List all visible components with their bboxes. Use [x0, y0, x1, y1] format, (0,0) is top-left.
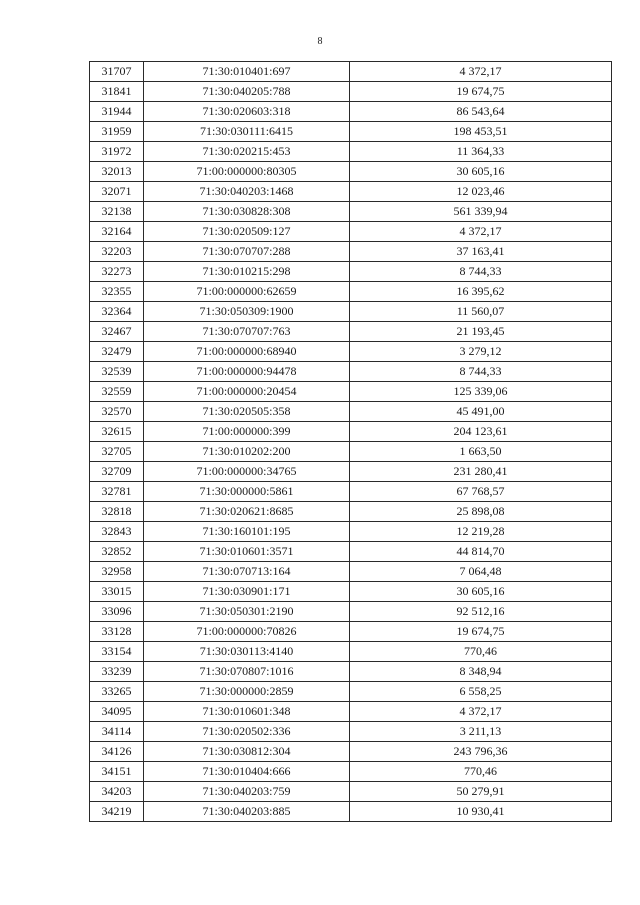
cadastral-number-cell: 71:00:000000:94478 [144, 362, 350, 382]
table-row [90, 682, 612, 702]
record-number-cell: 33096 [90, 602, 144, 622]
table-row [90, 542, 612, 562]
amount-cell: 8 348,94 [350, 662, 612, 682]
amount-cell: 16 395,62 [350, 282, 612, 302]
cadastral-number-cell: 71:30:160101:195 [144, 522, 350, 542]
table-row [90, 662, 612, 682]
record-number-cell: 33128 [90, 622, 144, 642]
cadastral-number-cell: 71:30:070807:1016 [144, 662, 350, 682]
amount-cell: 11 560,07 [350, 302, 612, 322]
amount-cell: 204 123,61 [350, 422, 612, 442]
cadastral-number-cell: 71:30:050301:2190 [144, 602, 350, 622]
record-number-cell: 32539 [90, 362, 144, 382]
amount-cell: 7 064,48 [350, 562, 612, 582]
table-row [90, 642, 612, 662]
table-row [90, 102, 612, 122]
cadastral-number-cell: 71:30:020621:8685 [144, 502, 350, 522]
amount-cell: 30 605,16 [350, 582, 612, 602]
record-number-cell: 34126 [90, 742, 144, 762]
table-row [90, 262, 612, 282]
table-row [90, 502, 612, 522]
record-number-cell: 32138 [90, 202, 144, 222]
table-row [90, 802, 612, 822]
cadastral-number-cell: 71:00:000000:62659 [144, 282, 350, 302]
amount-cell: 19 674,75 [350, 622, 612, 642]
record-number-cell: 34114 [90, 722, 144, 742]
cadastral-number-cell: 71:30:020215:453 [144, 142, 350, 162]
cadastral-number-cell: 71:30:020509:127 [144, 222, 350, 242]
record-number-cell: 31972 [90, 142, 144, 162]
record-number-cell: 32273 [90, 262, 144, 282]
table-row [90, 62, 612, 82]
amount-cell: 4 372,17 [350, 222, 612, 242]
cadastral-number-cell: 71:00:000000:399 [144, 422, 350, 442]
amount-cell: 1 663,50 [350, 442, 612, 462]
page-number: 8 [317, 36, 323, 47]
cadastral-number-cell: 71:30:010215:298 [144, 262, 350, 282]
table-row [90, 362, 612, 382]
cadastral-number-cell: 71:30:070707:763 [144, 322, 350, 342]
amount-cell: 125 339,06 [350, 382, 612, 402]
cadastral-number-cell: 71:30:070707:288 [144, 242, 350, 262]
record-number-cell: 32615 [90, 422, 144, 442]
record-number-cell: 32958 [90, 562, 144, 582]
cadastral-number-cell: 71:30:040205:788 [144, 82, 350, 102]
record-number-cell: 32818 [90, 502, 144, 522]
table-row [90, 622, 612, 642]
amount-cell: 10 930,41 [350, 802, 612, 822]
amount-cell: 561 339,94 [350, 202, 612, 222]
record-number-cell: 32364 [90, 302, 144, 322]
table-row [90, 202, 612, 222]
cadastral-number-cell: 71:00:000000:20454 [144, 382, 350, 402]
record-number-cell: 32071 [90, 182, 144, 202]
table-row [90, 282, 612, 302]
record-number-cell: 31707 [90, 62, 144, 82]
amount-cell: 30 605,16 [350, 162, 612, 182]
cadastral-number-cell: 71:30:010601:3571 [144, 542, 350, 562]
amount-cell: 21 193,45 [350, 322, 612, 342]
table-row [90, 722, 612, 742]
record-number-cell: 31944 [90, 102, 144, 122]
amount-cell: 198 453,51 [350, 122, 612, 142]
record-number-cell: 32570 [90, 402, 144, 422]
cadastral-number-cell: 71:00:000000:34765 [144, 462, 350, 482]
record-number-cell: 33015 [90, 582, 144, 602]
cadastral-number-cell: 71:30:010202:200 [144, 442, 350, 462]
record-number-cell: 31841 [90, 82, 144, 102]
record-number-cell: 34219 [90, 802, 144, 822]
amount-cell: 86 543,64 [350, 102, 612, 122]
record-number-cell: 32164 [90, 222, 144, 242]
amount-cell: 44 814,70 [350, 542, 612, 562]
record-number-cell: 32709 [90, 462, 144, 482]
amount-cell: 8 744,33 [350, 262, 612, 282]
record-number-cell: 33239 [90, 662, 144, 682]
cadastral-number-cell: 71:30:050309:1900 [144, 302, 350, 322]
record-number-cell: 32705 [90, 442, 144, 462]
table-row [90, 402, 612, 422]
record-number-cell: 32203 [90, 242, 144, 262]
cadastral-number-cell: 71:30:030901:171 [144, 582, 350, 602]
record-number-cell: 34151 [90, 762, 144, 782]
cadastral-number-cell: 71:30:040203:1468 [144, 182, 350, 202]
amount-cell: 3 211,13 [350, 722, 612, 742]
cadastral-number-cell: 71:30:010404:666 [144, 762, 350, 782]
amount-cell: 6 558,25 [350, 682, 612, 702]
amount-cell: 25 898,08 [350, 502, 612, 522]
table-row [90, 122, 612, 142]
cadastral-number-cell: 71:30:040203:885 [144, 802, 350, 822]
table-row [90, 162, 612, 182]
record-number-cell: 34203 [90, 782, 144, 802]
table-row [90, 182, 612, 202]
table-row [90, 442, 612, 462]
record-number-cell: 32479 [90, 342, 144, 362]
record-number-cell: 32467 [90, 322, 144, 342]
table-row [90, 562, 612, 582]
amount-cell: 12 023,46 [350, 182, 612, 202]
table-row [90, 422, 612, 442]
cadastral-number-cell: 71:00:000000:68940 [144, 342, 350, 362]
cadastral-number-cell: 71:30:030812:304 [144, 742, 350, 762]
record-number-cell: 34095 [90, 702, 144, 722]
amount-cell: 12 219,28 [350, 522, 612, 542]
cadastral-number-cell: 71:30:020502:336 [144, 722, 350, 742]
record-number-cell: 32355 [90, 282, 144, 302]
table-row [90, 322, 612, 342]
amount-cell: 37 163,41 [350, 242, 612, 262]
cadastral-number-cell: 71:30:010401:697 [144, 62, 350, 82]
table-row [90, 582, 612, 602]
amount-cell: 11 364,33 [350, 142, 612, 162]
record-number-cell: 31959 [90, 122, 144, 142]
record-number-cell: 32559 [90, 382, 144, 402]
record-number-cell: 32852 [90, 542, 144, 562]
table-row [90, 142, 612, 162]
table-row [90, 522, 612, 542]
amount-cell: 67 768,57 [350, 482, 612, 502]
table-row [90, 242, 612, 262]
table-row [90, 762, 612, 782]
cadastral-number-cell: 71:30:030113:4140 [144, 642, 350, 662]
table-row [90, 382, 612, 402]
table-row [90, 342, 612, 362]
amount-cell: 770,46 [350, 762, 612, 782]
cadastral-number-cell: 71:30:070713:164 [144, 562, 350, 582]
cadastral-number-cell: 71:30:000000:2859 [144, 682, 350, 702]
cadastral-number-cell: 71:30:040203:759 [144, 782, 350, 802]
table-row [90, 82, 612, 102]
table-row [90, 702, 612, 722]
record-number-cell: 33154 [90, 642, 144, 662]
amount-cell: 3 279,12 [350, 342, 612, 362]
table-row [90, 602, 612, 622]
registry-table-body [90, 62, 612, 822]
cadastral-number-cell: 71:30:020505:358 [144, 402, 350, 422]
record-number-cell: 33265 [90, 682, 144, 702]
amount-cell: 8 744,33 [350, 362, 612, 382]
amount-cell: 19 674,75 [350, 82, 612, 102]
cadastral-number-cell: 71:30:030111:6415 [144, 122, 350, 142]
record-number-cell: 32013 [90, 162, 144, 182]
amount-cell: 770,46 [350, 642, 612, 662]
registry-table [89, 61, 612, 822]
cadastral-number-cell: 71:00:000000:80305 [144, 162, 350, 182]
table-row [90, 462, 612, 482]
cadastral-number-cell: 71:30:020603:318 [144, 102, 350, 122]
table-row [90, 302, 612, 322]
cadastral-number-cell: 71:30:000000:5861 [144, 482, 350, 502]
cadastral-number-cell: 71:00:000000:70826 [144, 622, 350, 642]
amount-cell: 50 279,91 [350, 782, 612, 802]
cadastral-number-cell: 71:30:010601:348 [144, 702, 350, 722]
record-number-cell: 32781 [90, 482, 144, 502]
amount-cell: 243 796,36 [350, 742, 612, 762]
amount-cell: 45 491,00 [350, 402, 612, 422]
table-row [90, 222, 612, 242]
amount-cell: 4 372,17 [350, 62, 612, 82]
amount-cell: 92 512,16 [350, 602, 612, 622]
table-row [90, 482, 612, 502]
table-row [90, 782, 612, 802]
cadastral-number-cell: 71:30:030828:308 [144, 202, 350, 222]
amount-cell: 4 372,17 [350, 702, 612, 722]
record-number-cell: 32843 [90, 522, 144, 542]
amount-cell: 231 280,41 [350, 462, 612, 482]
table-row [90, 742, 612, 762]
